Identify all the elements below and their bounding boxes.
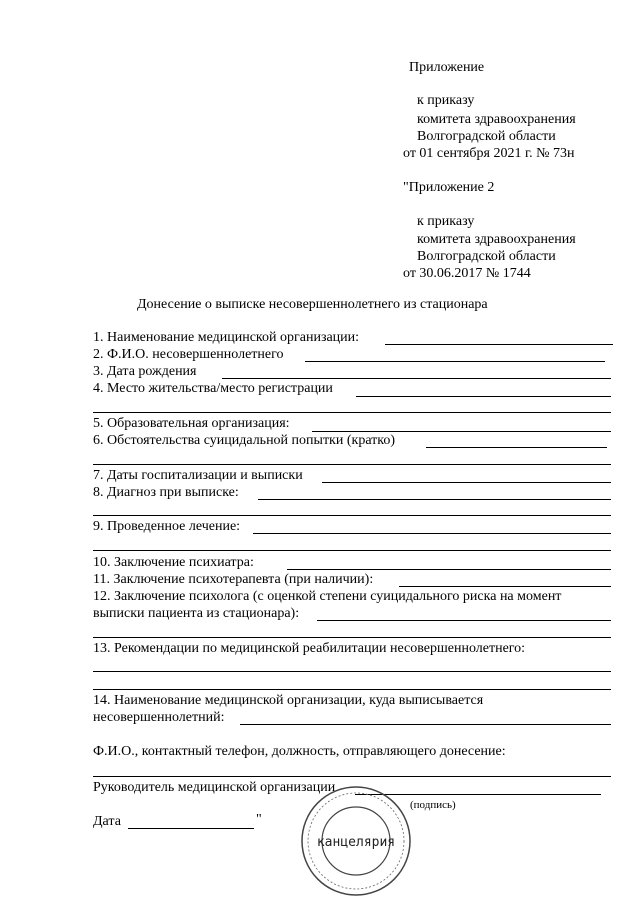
field-12-extra-line[interactable] (93, 637, 611, 638)
appendix1-line: комитета здравоохранения (417, 112, 576, 127)
field-2-label: 2. Ф.И.О. несовершеннолетнего (93, 347, 284, 362)
sender-line[interactable] (93, 776, 611, 777)
field-9-extra-line[interactable] (93, 550, 611, 551)
appendix2-line: к приказу (417, 214, 475, 229)
field-13-extra-line[interactable] (93, 689, 611, 690)
field-5-line[interactable] (312, 431, 611, 432)
field-12-line[interactable] (317, 620, 611, 621)
field-14-label-cont: несовершеннолетний: (93, 710, 225, 725)
field-7-line[interactable] (322, 482, 611, 483)
field-6-extra-line[interactable] (93, 464, 611, 465)
field-4-line[interactable] (356, 396, 611, 397)
field-9-label: 9. Проведенное лечение: (93, 519, 241, 534)
field-10-label: 10. Заключение психиатра: (93, 555, 254, 570)
field-2-line[interactable] (305, 361, 605, 362)
head-label: Руководитель медицинской организации (93, 780, 336, 795)
field-13-label: 13. Рекомендации по медицинской реабилитации несовершеннолетнего: (93, 641, 526, 656)
stamp-graphic (300, 785, 412, 897)
field-5-label: 5. Образовательная организация: (93, 416, 290, 431)
field-11-label: 11. Заключение психотерапевта (при наличии): (93, 572, 374, 587)
field-4-extra-line[interactable] (93, 412, 611, 413)
appendix1-line: от 01 сентября 2021 г. № 73н (403, 146, 575, 161)
document-title: Донесение о выписке несовершеннолетнего из стационара (137, 297, 488, 312)
field-3-line[interactable] (222, 378, 611, 379)
field-14-label: 14. Наименование медицинской организации, куда выписывается (93, 693, 484, 708)
field-12-label: 12. Заключение психолога (с оценкой степени суицидального риска на момент (93, 589, 562, 604)
stamp-text: канцелярия (316, 835, 396, 850)
field-3-label: 3. Дата рождения (93, 364, 197, 379)
field-13-line[interactable] (93, 671, 611, 672)
field-10-line[interactable] (287, 569, 611, 570)
appendix2-line: от 30.06.2017 № 1744 (403, 266, 531, 281)
field-7-label: 7. Даты госпитализации и выписки (93, 468, 303, 483)
appendix1-line: Волгоградской области (417, 129, 556, 144)
appendix2-title: "Приложение 2 (403, 180, 495, 195)
sender-label: Ф.И.О., контактный телефон, должность, отправляющего донесение: (93, 744, 506, 759)
field-12-label-cont: выписки пациента из стационара): (93, 606, 300, 621)
field-9-line[interactable] (253, 533, 611, 534)
appendix2-line: комитета здравоохранения (417, 232, 576, 247)
appendix1-line: к приказу (417, 93, 475, 108)
field-14-line[interactable] (240, 724, 611, 725)
signature-caption: (подпись) (410, 799, 456, 811)
field-8-extra-line[interactable] (93, 515, 611, 516)
office-stamp (300, 785, 412, 897)
field-1-label: 1. Наименование медицинской организации: (93, 330, 360, 345)
appendix2-line: Волгоградской области (417, 249, 556, 264)
date-label: Дата (93, 814, 121, 829)
date-line[interactable] (128, 828, 254, 829)
field-8-line[interactable] (258, 499, 611, 500)
field-6-label: 6. Обстоятельства суицидальной попытки (кратко) (93, 433, 396, 448)
appendix1-title: Приложение (409, 60, 485, 75)
date-quote: " (256, 812, 262, 827)
field-4-label: 4. Место жительства/место регистрации (93, 381, 333, 396)
field-6-line[interactable] (426, 447, 607, 448)
field-11-line[interactable] (399, 586, 611, 587)
field-8-label: 8. Диагноз при выписке: (93, 485, 239, 500)
field-1-line[interactable] (385, 344, 613, 345)
